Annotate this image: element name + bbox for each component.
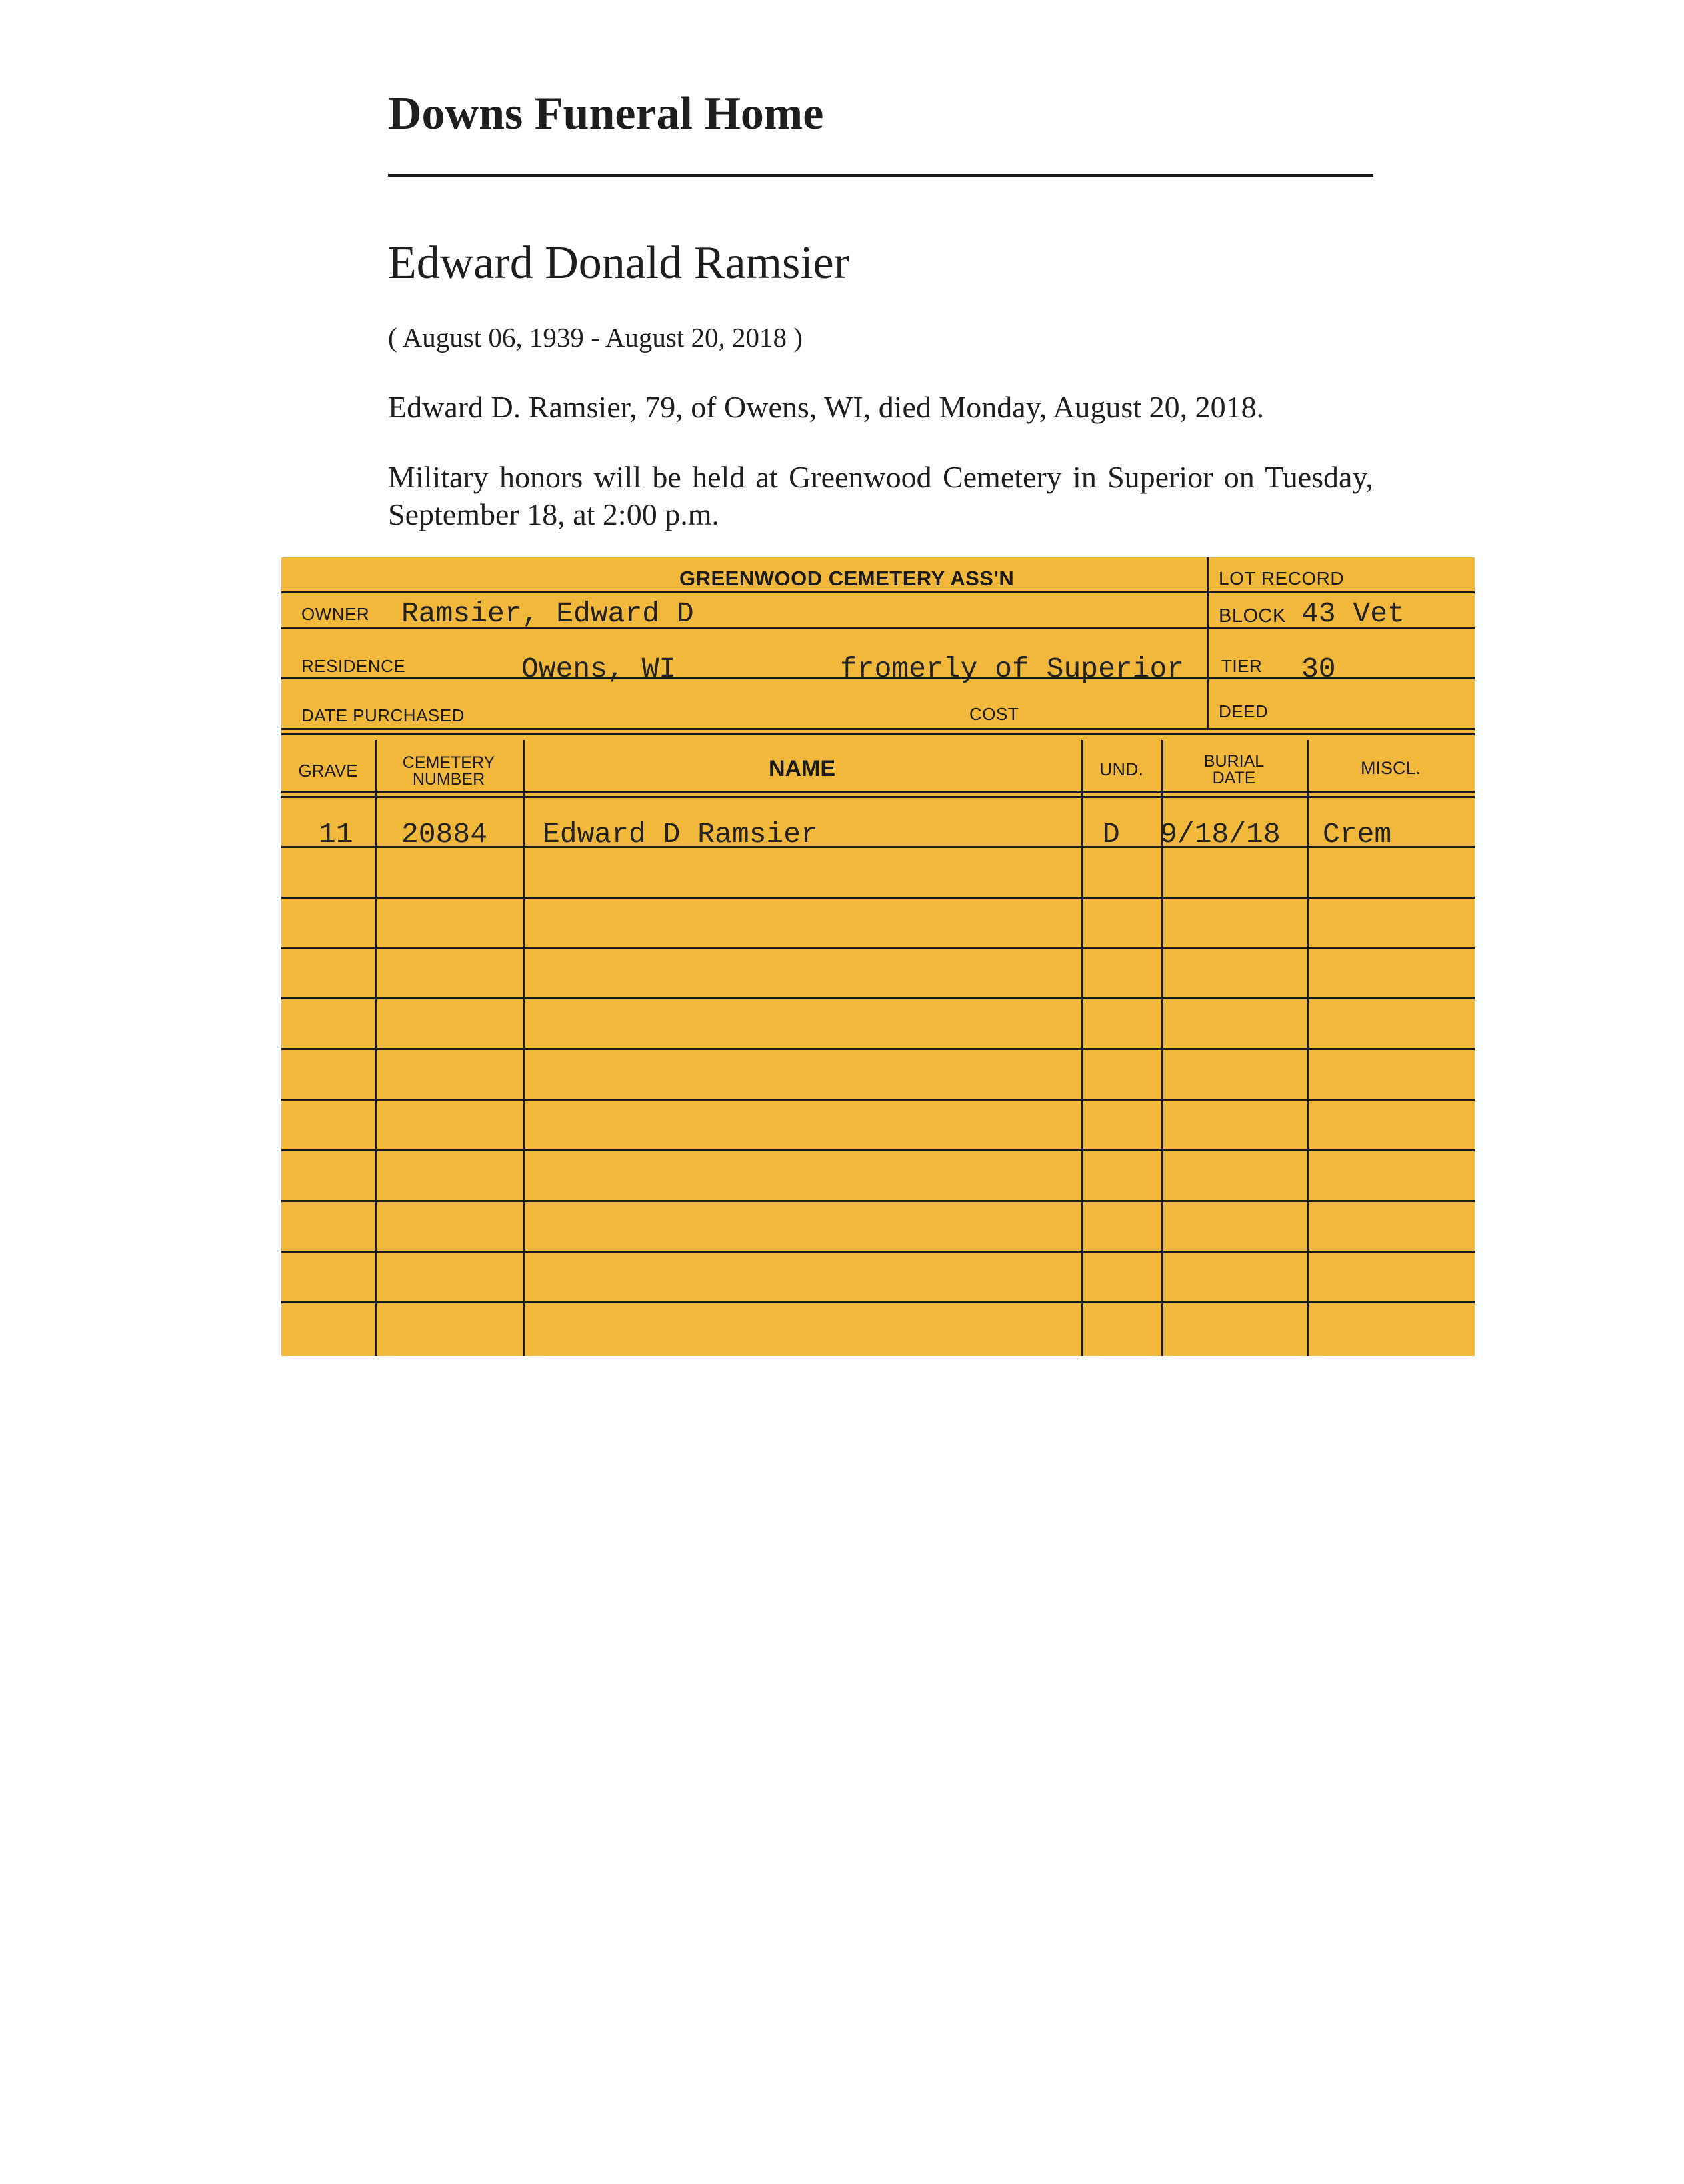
- table-rule: [281, 1048, 1475, 1050]
- obituary-paragraph-2: Military honors will be held at Greenwood Cemetery in Superior on Tuesday, September 18, at 2:00 p.m.: [388, 460, 1373, 532]
- col-header-burial-date: BURIAL DATE: [1203, 752, 1265, 787]
- residence-value: Owens, WI: [521, 653, 677, 685]
- column-divider: [1307, 740, 1309, 1356]
- table-rule: [281, 1099, 1475, 1101]
- col-header-cemetery-number: CEMETERY NUMBER: [402, 753, 495, 789]
- lot-record-label: LOT RECORD: [1219, 568, 1345, 589]
- row-cemetery-number: 20884: [401, 818, 488, 851]
- table-rule: [281, 791, 1475, 793]
- row-und: D: [1103, 818, 1120, 851]
- card-rule: [281, 733, 1475, 735]
- col-header-und: UND.: [1099, 759, 1143, 779]
- table-rule: [281, 1149, 1475, 1151]
- block-label: BLOCK: [1219, 605, 1286, 627]
- tier-label: TIER: [1221, 656, 1263, 676]
- card-divider: [1207, 557, 1209, 729]
- deed-label: DEED: [1219, 701, 1269, 721]
- owner-label: OWNER: [301, 604, 370, 624]
- table-rule: [281, 1200, 1475, 1202]
- card-title: GREENWOOD CEMETERY ASS'N: [679, 567, 1015, 590]
- card-rule: [281, 591, 1475, 593]
- row-name: Edward D Ramsier: [543, 818, 818, 851]
- life-dates: ( August 06, 1939 - August 20, 2018 ): [388, 322, 803, 353]
- funeral-home-heading: Downs Funeral Home: [388, 88, 824, 139]
- table-rule: [281, 997, 1475, 999]
- tier-value: 30: [1301, 653, 1336, 685]
- heading-divider: [388, 174, 1373, 177]
- col-header-name: NAME: [768, 756, 836, 781]
- cost-label: COST: [969, 704, 1019, 724]
- table-rule: [281, 1301, 1475, 1303]
- lot-record-card: [281, 557, 1475, 1356]
- column-divider: [375, 740, 377, 1356]
- column-divider: [523, 740, 525, 1356]
- block-value: 43 Vet: [1301, 597, 1405, 630]
- obituary-paragraph-1: Edward D. Ramsier, 79, of Owens, WI, died Monday, August 20, 2018.: [388, 390, 1265, 424]
- row-miscl: Crem: [1323, 818, 1392, 851]
- table-rule: [281, 947, 1475, 949]
- col-header-miscl: MISCL.: [1360, 758, 1421, 778]
- row-grave: 11: [319, 818, 353, 851]
- residence-note: fromerly of Superior: [840, 653, 1185, 685]
- deceased-name: Edward Donald Ramsier: [388, 237, 850, 289]
- row-burial-date: 9/18/18: [1160, 818, 1281, 851]
- column-divider: [1081, 740, 1083, 1356]
- table-rule: [281, 796, 1475, 798]
- table-rule: [281, 1251, 1475, 1253]
- col-header-grave: GRAVE: [298, 761, 358, 781]
- owner-value: Ramsier, Edward D: [401, 597, 694, 630]
- table-rule: [281, 897, 1475, 899]
- card-rule: [281, 728, 1475, 730]
- residence-label: RESIDENCE: [301, 656, 406, 676]
- date-purchased-label: DATE PURCHASED: [301, 705, 465, 725]
